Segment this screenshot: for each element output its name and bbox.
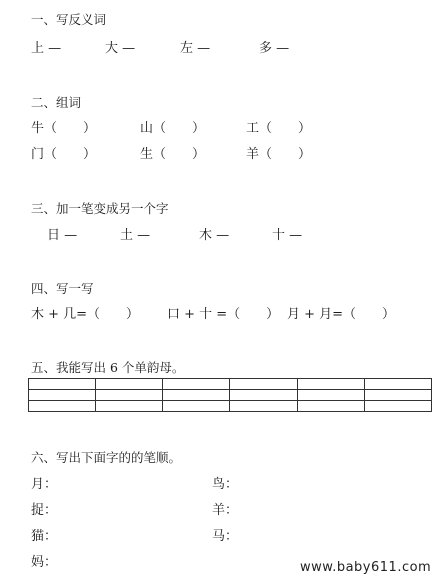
antonym-item: 大 — [105, 41, 136, 56]
stroke-order-item: 马： [212, 529, 239, 544]
stroke-order-item: 羊： [212, 503, 239, 518]
word-group-item: 羊（ ） [246, 147, 312, 162]
stroke-order-item: 月： [31, 477, 58, 492]
grid-cell[interactable] [96, 401, 163, 412]
grid-row [29, 401, 432, 412]
word-group-item: 门（ ） [31, 147, 97, 162]
word-group-item: 生（ ） [140, 147, 206, 162]
stroke-order-item: 鸟： [212, 477, 239, 492]
antonym-item: 多 — [259, 41, 290, 56]
section5-heading: 五、我能写出 6 个单韵母。 [31, 360, 185, 375]
grid-row [29, 390, 432, 401]
grid-cell[interactable] [29, 401, 96, 412]
compose-item: 口 + 十 =（ ） [167, 307, 280, 322]
word-group-item: 山（ ） [140, 121, 206, 136]
add-stroke-item: 十 — [272, 228, 303, 243]
section3-heading: 三、加一笔变成另一个字 [31, 201, 169, 216]
grid-cell[interactable] [96, 390, 163, 401]
word-group-item: 牛（ ） [31, 121, 97, 136]
word-group-item: 工（ ） [246, 121, 312, 136]
antonym-item: 左 — [180, 41, 211, 56]
grid-cell[interactable] [230, 390, 297, 401]
grid-cell[interactable] [364, 390, 431, 401]
grid-cell[interactable] [29, 390, 96, 401]
compose-item: 月 + 月=（ ） [287, 307, 396, 322]
grid-cell[interactable] [163, 401, 230, 412]
compose-item: 木 + 几=（ ） [31, 307, 140, 322]
grid-cell[interactable] [96, 379, 163, 390]
section6-heading: 六、写出下面字的的笔顺。 [31, 450, 182, 465]
grid-row [29, 379, 432, 390]
grid-cell[interactable] [364, 401, 431, 412]
grid-cell[interactable] [297, 379, 364, 390]
grid-cell[interactable] [163, 390, 230, 401]
add-stroke-item: 木 — [199, 228, 230, 243]
grid-cell[interactable] [364, 379, 431, 390]
section1-heading: 一、写反义词 [31, 12, 107, 27]
section4-heading: 四、写一写 [31, 281, 94, 296]
vowel-writing-grid [28, 378, 432, 412]
add-stroke-item: 日 — [47, 228, 78, 243]
stroke-order-item: 猫： [31, 529, 58, 544]
stroke-order-item: 捉： [31, 503, 58, 518]
section2-heading: 二、组词 [31, 95, 82, 110]
add-stroke-item: 土 — [120, 228, 151, 243]
grid-cell[interactable] [163, 379, 230, 390]
site-watermark: www.baby611.com [300, 560, 432, 575]
grid-cell[interactable] [29, 379, 96, 390]
grid-cell[interactable] [297, 390, 364, 401]
grid-cell[interactable] [297, 401, 364, 412]
antonym-item: 上 — [31, 41, 62, 56]
grid-cell[interactable] [230, 379, 297, 390]
grid-cell[interactable] [230, 401, 297, 412]
stroke-order-item: 妈： [31, 555, 58, 570]
